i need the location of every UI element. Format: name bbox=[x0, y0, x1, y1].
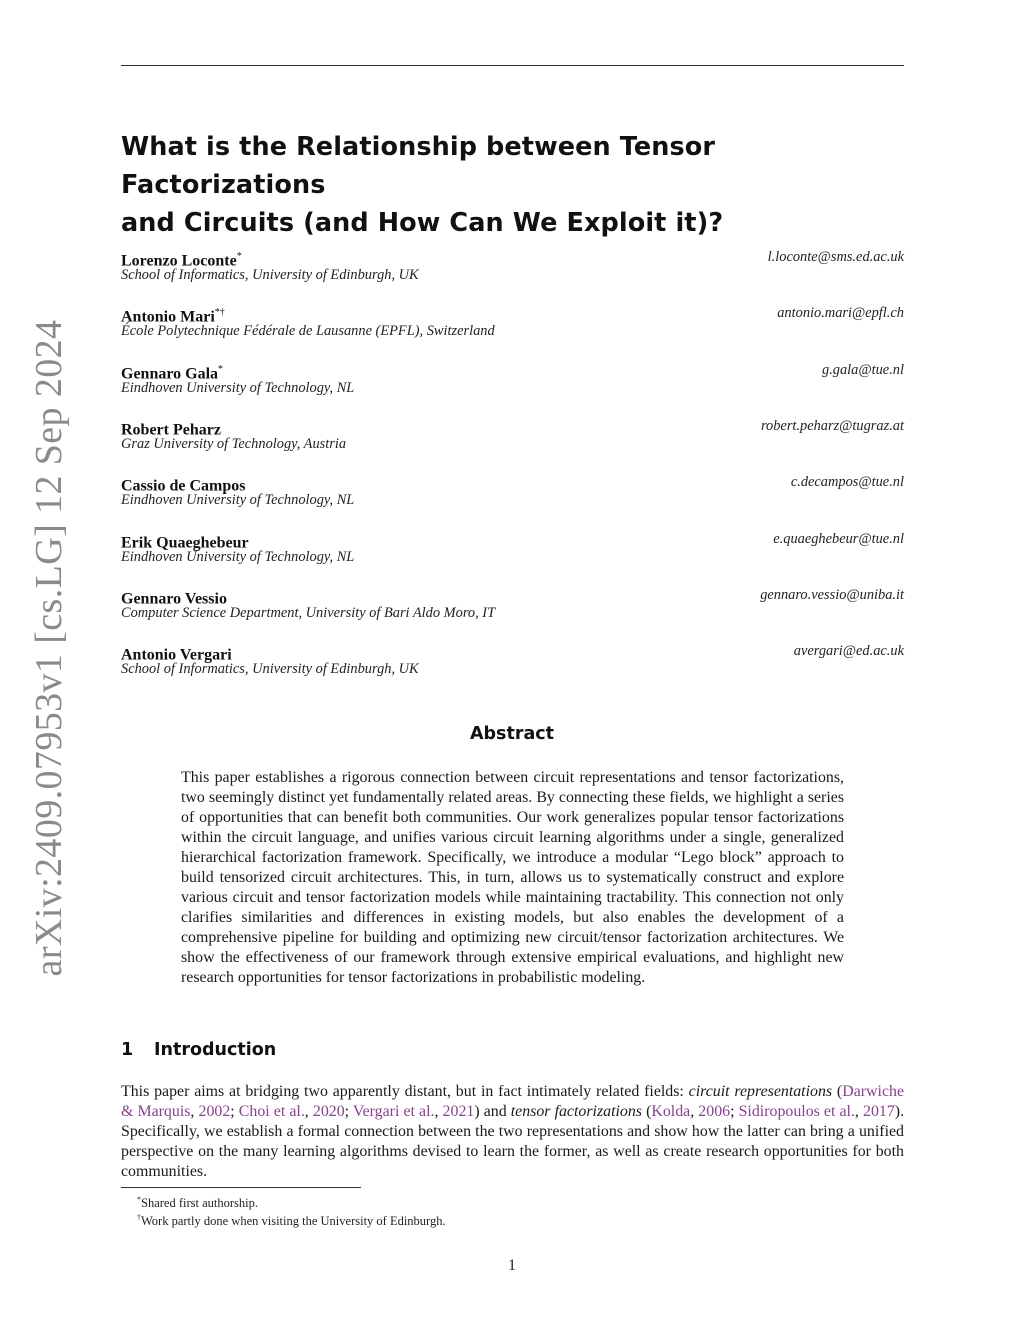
title-line-1: What is the Relationship between Tensor Factorizations bbox=[121, 132, 716, 200]
author-affiliation: École Polytechnique Fédérale de Lausanne (EPFL), Switzerland bbox=[121, 323, 495, 339]
citation-link[interactable]: Sidiropoulos et al. bbox=[738, 1103, 855, 1120]
author-email[interactable]: l.loconte@sms.ed.ac.uk bbox=[767, 249, 904, 265]
author-name: Lorenzo Loconte* bbox=[121, 251, 242, 270]
abstract-heading: Abstract bbox=[469, 724, 555, 744]
citation-link[interactable]: Vergari et al. bbox=[352, 1103, 435, 1120]
author-affiliation: Eindhoven University of Technology, NL bbox=[121, 380, 355, 396]
author-email[interactable]: avergari@ed.ac.uk bbox=[793, 643, 904, 659]
citation-link[interactable]: 2002 bbox=[198, 1103, 231, 1120]
author-email[interactable]: e.quaeghebeur@tue.nl bbox=[773, 531, 904, 547]
author-name: Cassio de Campos bbox=[121, 477, 246, 495]
author-name: Antonio Vergari bbox=[121, 646, 232, 664]
author-affiliation: Graz University of Technology, Austria bbox=[121, 436, 347, 452]
author-name: Robert Peharz bbox=[121, 421, 221, 439]
abstract-text: This paper establishes a rigorous connection between circuit representations and tensor factorizations, two seemingly distinct yet fundamentally related areas. By connecting these fields, we highlight a series of opportunities that can benefit both communities. Our work generalizes popular tensor factorizations within the circuit language, and unifies various circuit learning algorithms under a single, generalized hierarchical factorization framework. Specifically, we introduce a modular “Lego block” approach to build tensorized circuit architectures. This, in turn, allows us to systematically construct and explore various circuit and tensor factorization models while maintaining tractability. This connection not only clarifies similarities and differences in existing models, but also enables the development of a comprehensive pipeline for building and optimizing new circuit/tensor factorization architectures. We show the effectiveness of our framework through extensive empirical evaluations, and highlight new research opportunities for tensor factorizations in probabilistic modeling. bbox=[181, 769, 844, 986]
citation-link[interactable]: Kolda bbox=[651, 1103, 691, 1120]
author-block bbox=[121, 247, 904, 287]
author-affiliation: School of Informatics, University of Edinburgh, UK bbox=[121, 661, 419, 677]
author-email[interactable]: g.gala@tue.nl bbox=[822, 362, 904, 378]
emphasis-term: circuit representations bbox=[688, 1083, 833, 1100]
emphasis-term: tensor factorizations bbox=[510, 1103, 642, 1120]
citation-link[interactable]: Darwiche & Marquis bbox=[121, 1083, 904, 1120]
author-block bbox=[121, 416, 904, 456]
author-name: Gennaro Gala* bbox=[121, 364, 224, 383]
section-title: Introduction bbox=[154, 1040, 277, 1060]
author-block bbox=[121, 360, 904, 400]
citation-link[interactable]: Choi et al. bbox=[238, 1103, 305, 1120]
title-line-2: and Circuits (and How Can We Exploit it)? bbox=[121, 208, 724, 238]
footnote-rule bbox=[121, 1187, 361, 1188]
citation-link[interactable]: 2006 bbox=[698, 1103, 731, 1120]
footnote: *Shared first authorship. bbox=[137, 1195, 258, 1211]
section-number: 1 bbox=[121, 1040, 134, 1060]
author-affiliation: Eindhoven University of Technology, NL bbox=[121, 549, 355, 565]
author-email[interactable]: antonio.mari@epfl.ch bbox=[777, 305, 904, 321]
footnote: †Work partly done when visiting the University of Edinburgh. bbox=[137, 1213, 446, 1229]
page-number: 1 bbox=[508, 1257, 516, 1274]
top-rule bbox=[121, 65, 904, 66]
author-block bbox=[121, 472, 904, 512]
author-affiliation: Eindhoven University of Technology, NL bbox=[121, 492, 355, 508]
paper-title bbox=[121, 128, 904, 242]
citation-link[interactable]: 2017 bbox=[863, 1103, 895, 1120]
intro-paragraph: This paper aims at bridging two apparently distant, but in fact intimately related fields: circuit representations (Darwiche & Marquis, 2002; Choi et al., 2020; Vergari et al., 2021) and tensor factorizations (Kolda, 2006; Sidiropoulos et al., 2017). Specifically, we establish a formal connection between the two representations and show how the latter can bring a unified perspective on the many learning algorithms devised to learn the former, as well as create research opportunities for both communities. bbox=[121, 1083, 905, 1180]
author-email[interactable]: c.decampos@tue.nl bbox=[790, 474, 904, 490]
citation-link[interactable]: 2020 bbox=[312, 1103, 345, 1120]
author-email[interactable]: gennaro.vessio@uniba.it bbox=[760, 587, 904, 603]
author-name: Gennaro Vessio bbox=[121, 590, 227, 608]
arxiv-identifier: arXiv:2409.07953v1 [cs.LG] 12 Sep 2024 bbox=[28, 319, 70, 977]
author-block bbox=[121, 641, 904, 681]
section-heading bbox=[121, 1040, 276, 1060]
author-block bbox=[121, 585, 904, 625]
citation-link[interactable]: 2021 bbox=[442, 1103, 475, 1120]
author-email[interactable]: robert.peharz@tugraz.at bbox=[760, 418, 904, 434]
author-block bbox=[121, 529, 904, 569]
author-block bbox=[121, 303, 904, 343]
author-name: Antonio Mari*† bbox=[121, 307, 225, 326]
author-affiliation: School of Informatics, University of Edinburgh, UK bbox=[121, 267, 419, 283]
author-affiliation: Computer Science Department, University of Bari Aldo Moro, IT bbox=[121, 605, 496, 621]
author-name: Erik Quaeghebeur bbox=[121, 534, 249, 552]
